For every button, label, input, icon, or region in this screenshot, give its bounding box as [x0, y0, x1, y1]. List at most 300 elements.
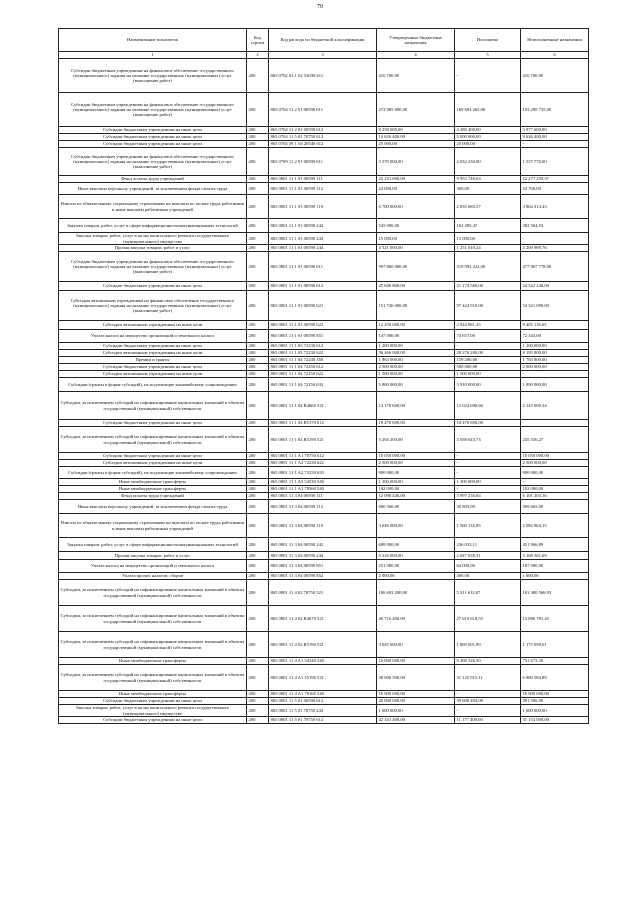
row-budget-code: 865 0801 11 1 04 72240 350	[269, 357, 377, 364]
row-name: Субсидии бюджетным учреждениям на финансовое обеспечение государственного (муниципального) задания на оказание государственных (муниципальных) услуг (выполнение работ)	[59, 59, 247, 93]
table-row	[59, 392, 589, 420]
row-name: Субсидии бюджетным учреждениям на иные цели	[59, 141, 247, 148]
row-line-code: 200	[247, 665, 269, 691]
table-row	[59, 538, 589, 552]
row-line-code: 200	[247, 691, 269, 698]
row-line-code: 200	[247, 371, 269, 378]
row-line-code: 200	[247, 493, 269, 500]
col-number: 2	[247, 52, 269, 59]
row-budget-code: 865 0801 11 1 03 72230 612	[269, 343, 377, 350]
row-name: Закупка товаров, работ, услуг в целях капитального ремонта государственного (муниципального) имущества	[59, 705, 247, 717]
row-executed: 28 270 200,00	[455, 350, 521, 357]
row-remaining: 23 700,00	[521, 183, 589, 195]
row-name: Субсидии бюджетным учреждениям на финансовое обеспечение государственного (муниципального) задания на оказание государственных (муниципальных) услуг (выполнение работ)	[59, 93, 247, 127]
row-budget-code: 865 0801 11 1 04 72250 622	[269, 371, 377, 378]
row-remaining: -	[521, 371, 589, 378]
row-line-code: 200	[247, 357, 269, 364]
row-line-code: 200	[247, 378, 269, 392]
row-executed: 2 844 881,35	[455, 321, 521, 330]
row-executed: 162 495,47	[455, 219, 521, 233]
row-line-code: 200	[247, 93, 269, 127]
row-name: Взносы по обязательному социальному страхованию на выплаты по оплате труда работников и иные выплаты работникам учреждений	[59, 514, 247, 538]
row-approved: 2 500 000,00	[377, 364, 455, 371]
row-remaining: 1 600,00	[521, 573, 589, 580]
row-approved: 900 000,00	[377, 467, 455, 479]
row-name: Субсидии (гранты в форме субсидий), не подлежащие казначейскому сопровождению	[59, 467, 247, 479]
row-remaining: 72 343,00	[521, 330, 589, 343]
table-body	[59, 59, 589, 724]
row-budget-code: 865 0704 39 1 04 20540 612	[269, 141, 377, 148]
row-approved: 5 800 000,00	[377, 378, 455, 392]
table-row	[59, 514, 589, 538]
table-row	[59, 141, 589, 148]
table-row	[59, 453, 589, 460]
row-approved: 18 470 600,00	[377, 420, 455, 427]
row-executed: 400,00	[455, 573, 521, 580]
row-line-code: 200	[247, 717, 269, 724]
row-budget-code: 865 0801 11 1 01 00590 612	[269, 282, 377, 291]
row-line-code: 200	[247, 560, 269, 573]
row-name: Субсидии бюджетным учреждениям на иные цели	[59, 134, 247, 141]
row-line-code: 200	[247, 698, 269, 705]
row-executed: -	[455, 453, 521, 460]
row-budget-code: 865 0801 11 1 01 00590 119	[269, 195, 377, 219]
row-budget-code: 865 0801 11 4 A1 78160 540	[269, 691, 377, 698]
row-name: Иные межбюджетные трансферты	[59, 486, 247, 493]
row-approved: 15 000,00	[377, 233, 455, 245]
row-executed: 2 835 685,57	[455, 195, 521, 219]
table-row	[59, 705, 589, 717]
table-row	[59, 486, 589, 493]
row-remaining: 382 504,53	[521, 219, 589, 233]
row-executed: 2 032 230,00	[455, 148, 521, 176]
row-name: Иные выплаты персоналу учреждений, за исключением фонда оплаты труда	[59, 500, 247, 514]
row-budget-code: 865 0801 11 5 01 00590 612	[269, 698, 377, 705]
row-approved: 36 466 000,00	[377, 350, 455, 357]
row-executed: 1 251 010,24	[455, 245, 521, 252]
row-remaining: 9 626 400,00	[521, 134, 589, 141]
row-executed: 5 000 000,00	[455, 134, 521, 141]
row-approved: 38 006 500,00	[377, 665, 455, 691]
col-number: 6	[521, 52, 589, 59]
row-name: Субсидии бюджетным учреждениям на иные цели	[59, 717, 247, 724]
row-approved: 5 216 000,00	[377, 552, 455, 560]
table-row	[59, 245, 589, 252]
row-approved: 42 331 400,00	[377, 717, 455, 724]
row-name: Субсидии, за исключением субсидий на софинансирование капитальных вложений в объекты государственной (муниципальной) собственности	[59, 665, 247, 691]
row-remaining: 12 277 259,37	[521, 176, 589, 183]
row-executed: -	[455, 343, 521, 350]
row-executed: 64 000,00	[455, 560, 521, 573]
column-number-row	[59, 52, 589, 59]
row-name: Иные межбюджетные трансферты	[59, 658, 247, 665]
row-executed: 1 869 601,99	[455, 632, 521, 658]
row-line-code: 200	[247, 141, 269, 148]
row-name: Субсидии автономным учреждениям на иные цели	[59, 321, 247, 330]
row-approved: 14 626 400,00	[377, 134, 455, 141]
row-budget-code: 865 0801 11 1 01 00590 112	[269, 183, 377, 195]
row-name: Прочая закупка товаров, работ и услуг	[59, 552, 247, 560]
row-line-code: 200	[247, 176, 269, 183]
row-executed: 9 268 326,50	[455, 658, 521, 665]
row-executed: 169 694 265,00	[455, 93, 521, 127]
row-name: Субсидии бюджетным учреждениям на иные цели	[59, 453, 247, 460]
row-approved: 4 521 000,00	[377, 245, 455, 252]
row-executed: 25 000,00	[455, 141, 521, 148]
row-executed: -	[455, 705, 521, 717]
row-approved: 45 696 800,00	[377, 282, 455, 291]
row-name: Субсидии бюджетным учреждениям на финансовое обеспечение государственного (муниципального) задания на оказание государственных (муниципальных) услуг (выполнение работ)	[59, 252, 247, 282]
row-approved: 22 231 000,00	[377, 176, 455, 183]
row-remaining: 2 145 909,34	[521, 392, 589, 420]
row-approved: 1 500 000,00	[377, 371, 455, 378]
row-budget-code: 865 0801 11 1 A3 78560 540	[269, 486, 377, 493]
table-row	[59, 560, 589, 573]
row-line-code: 200	[247, 282, 269, 291]
table-row	[59, 467, 589, 479]
col-number: 3	[269, 52, 377, 59]
row-executed: 31 125 915,11	[455, 665, 521, 691]
row-executed: 519 992 222,00	[455, 252, 521, 282]
row-budget-code: 865 0801 11 3 04 00590 112	[269, 500, 377, 514]
row-name: Закупка товаров, работ, услуг в сфере информационно-коммуникационных технологий	[59, 538, 247, 552]
row-remaining: 187 000,00	[521, 560, 589, 573]
page-number: 70	[317, 4, 323, 10]
row-executed: 1 300 000,00	[455, 479, 521, 486]
header-indicator-name: Наименование показателя	[59, 29, 247, 52]
row-remaining: 235 556,27	[521, 427, 589, 453]
row-remaining: 24 522 240,00	[521, 282, 589, 291]
row-approved: 2 500 000,00	[377, 460, 455, 467]
table-row	[59, 493, 589, 500]
row-line-code: 200	[247, 343, 269, 350]
row-name: Субсидии бюджетным учреждениям на иные цели	[59, 420, 247, 427]
row-line-code: 200	[247, 127, 269, 134]
table-row	[59, 632, 589, 658]
row-budget-code: 865 0801 11 1 01 00590 622	[269, 321, 377, 330]
row-name: Субсидии автономным учреждениям на иные цели	[59, 460, 247, 467]
row-remaining: 3 269 989,76	[521, 245, 589, 252]
row-line-code: 200	[247, 427, 269, 453]
row-remaining: 731 673,50	[521, 658, 589, 665]
row-budget-code: 865 0801 11 3 04 00590 852	[269, 573, 377, 580]
row-name: Субсидии автономным учреждениям на иные цели	[59, 371, 247, 378]
row-executed: 97 424 910,00	[455, 291, 521, 321]
row-remaining: 181 380 566,93	[521, 580, 589, 606]
row-budget-code: 865 0801 11 1 04 72250 633	[269, 378, 377, 392]
row-budget-code: 865 0704 11 2 01 00590 612	[269, 127, 377, 134]
row-remaining: -	[521, 141, 589, 148]
row-name: Иные межбюджетные трансферты	[59, 691, 247, 698]
table-row	[59, 350, 589, 357]
row-executed: 1 500 000,00	[455, 371, 521, 378]
row-executed: 27 619 618,55	[455, 606, 521, 632]
table-row	[59, 134, 589, 141]
row-approved: 6 700 000,00	[377, 195, 455, 219]
row-approved: 997 860 000,00	[377, 252, 455, 282]
row-line-code: 200	[247, 606, 269, 632]
row-executed: 300,00	[455, 183, 521, 195]
row-line-code: 200	[247, 195, 269, 219]
row-budget-code: 865 0709 11 2 01 00590 611	[269, 148, 377, 176]
row-approved: 545 000,00	[377, 219, 455, 233]
row-budget-code: 865 0801 11 4 A1 55190 521	[269, 665, 377, 691]
budget-execution-table	[58, 28, 589, 724]
table-row	[59, 378, 589, 392]
table-row	[59, 364, 589, 371]
row-line-code: 200	[247, 59, 269, 93]
table-row	[59, 479, 589, 486]
table-row	[59, 500, 589, 514]
row-name: Закупка товаров, работ, услуг в целях капитального ремонта государственного (муниципального) имущества	[59, 233, 247, 245]
col-number: 1	[59, 52, 247, 59]
row-executed: -	[455, 486, 521, 493]
row-name: Субсидии, за исключением субсидий на софинансирование капитальных вложений в объекты государственной (муниципальной) собственности	[59, 427, 247, 453]
row-name: Субсидии, за исключением субсидий на софинансирование капитальных вложений в объекты государственной (муниципальной) собственности	[59, 392, 247, 420]
header-line-code: Код строки	[247, 29, 269, 52]
row-line-code: 200	[247, 291, 269, 321]
row-approved: 40 716 400,00	[377, 606, 455, 632]
row-executed: 15 000,00	[455, 233, 521, 245]
table-row	[59, 552, 589, 560]
row-line-code: 200	[247, 252, 269, 282]
row-remaining: 8 195 800,00	[521, 350, 589, 357]
row-line-code: 200	[247, 705, 269, 717]
row-line-code: 200	[247, 233, 269, 245]
row-line-code: 200	[247, 350, 269, 357]
row-approved: 147 000,00	[377, 330, 455, 343]
row-name: Субсидии, за исключением субсидий на софинансирование капитальных вложений в объекты государственной (муниципальной) собственности	[59, 606, 247, 632]
row-name: Уплата прочих налогов, сборов	[59, 573, 247, 580]
row-remaining: 416 700,00	[521, 59, 589, 93]
row-line-code: 200	[247, 219, 269, 233]
table-row	[59, 176, 589, 183]
row-name: Субсидии автономным учреждениям на финансовое обеспечение государственного (муниципального) задания на оказание государственных (муниципальных) услуг (выполнение работ)	[59, 291, 247, 321]
row-approved: 12 250 000,00	[377, 321, 455, 330]
table-row	[59, 665, 589, 691]
row-budget-code: 865 0801 11 1 A2 72230 622	[269, 460, 377, 467]
row-approved: 2 000,00	[377, 573, 455, 580]
table-row	[59, 427, 589, 453]
row-budget-code: 865 0801 11 3 04 00590 244	[269, 552, 377, 560]
table-row	[59, 580, 589, 606]
row-name: Субсидии бюджетным учреждениям на финансовое обеспечение государственного (муниципального) задания на оказание государственных (муниципальных) услуг (выполнение работ)	[59, 148, 247, 176]
row-name: Фонд оплаты труда учреждений	[59, 493, 247, 500]
row-line-code: 200	[247, 392, 269, 420]
row-executed: -	[455, 460, 521, 467]
table-row	[59, 183, 589, 195]
row-name: Закупка товаров, работ, услуг в сфере информационно-коммуникационных технологий	[59, 219, 247, 233]
row-executed: 3 058 643,73	[455, 427, 521, 453]
row-approved: 186 692 200,00	[377, 580, 455, 606]
row-budget-code: 865 0801 11 1 01 00590 611	[269, 252, 377, 282]
row-executed: 5 997 236,84	[455, 493, 521, 500]
row-remaining: 1 000 000,00	[521, 705, 589, 717]
row-remaining: -	[521, 420, 589, 427]
row-name: Субсидии бюджетным учреждениям на иные цели	[59, 364, 247, 371]
row-executed: 74 657,00	[455, 330, 521, 343]
table-row	[59, 343, 589, 350]
row-name: Субсидии бюджетным учреждениям на иные цели	[59, 343, 247, 350]
row-approved: 12 098 446,00	[377, 493, 455, 500]
row-line-code: 200	[247, 321, 269, 330]
table-row	[59, 357, 589, 364]
row-name: Субсидии автономным учреждениям на иные цели	[59, 350, 247, 357]
table-row	[59, 573, 589, 580]
row-budget-code: 865 0801 11 5 01 70750 612	[269, 717, 377, 724]
table-row	[59, 717, 589, 724]
header-approved: Утвержденные бюджетные назначения	[377, 29, 455, 52]
row-budget-code: 865 0801 11 1 04 R5190 521	[269, 427, 377, 453]
row-executed: 3 910 000,00	[455, 378, 521, 392]
row-approved: 10 050 000,00	[377, 453, 455, 460]
table-row	[59, 127, 589, 134]
header-remaining: Неисполненные назначения	[521, 29, 589, 52]
row-name: Субсидии, за исключением субсидий на софинансирование капитальных вложений в объекты государственной (муниципальной) собственности	[59, 632, 247, 658]
row-approved: 3 649 000,00	[377, 514, 455, 538]
row-line-code: 200	[247, 245, 269, 252]
row-name: Иные выплаты персоналу учреждений, за исключением фонда оплаты труда	[59, 183, 247, 195]
row-approved: 25 000,00	[377, 141, 455, 148]
row-executed: 500 000,00	[455, 364, 521, 371]
row-budget-code: 865 0801 11 1 04 R4660 521	[269, 392, 377, 420]
row-remaining: 1 537 770,00	[521, 148, 589, 176]
row-remaining: 102 000,00	[521, 486, 589, 493]
row-approved: 10 000 000,00	[377, 691, 455, 698]
row-executed: 21 174 560,00	[455, 282, 521, 291]
row-name: Субсидии бюджетным учреждениям на иные цели	[59, 127, 247, 134]
row-remaining: 3 168 361,69	[521, 552, 589, 560]
row-line-code: 200	[247, 514, 269, 538]
row-remaining: 6 101 203,16	[521, 493, 589, 500]
row-budget-code: 865 0801 11 1 A1 70750 612	[269, 453, 377, 460]
header-executed: Исполнено	[455, 29, 521, 52]
row-executed: -	[455, 467, 521, 479]
row-executed: 4 280 400,00	[455, 127, 521, 134]
row-line-code: 200	[247, 467, 269, 479]
row-approved: 600 560,00	[377, 500, 455, 514]
row-line-code: 200	[247, 420, 269, 427]
row-budget-code: 865 0801 11 1 01 00590 242	[269, 219, 377, 233]
row-remaining: 477 867 778,00	[521, 252, 589, 282]
row-name: Уплата налога на имущество организаций и земельного налога	[59, 330, 247, 343]
row-budget-code: 865 0801 11 1 01 00590 111	[269, 176, 377, 183]
row-approved: 8 258 000,00	[377, 127, 455, 134]
row-name: Субсидии (гранты в форме субсидий), не подлежащие казначейскому сопровождению	[59, 378, 247, 392]
row-executed: 12 024 690,66	[455, 392, 521, 420]
row-line-code: 200	[247, 580, 269, 606]
row-line-code: 200	[247, 183, 269, 195]
row-executed: 11 177 400,00	[455, 717, 521, 724]
row-line-code: 200	[247, 573, 269, 580]
table-row	[59, 698, 589, 705]
col-number: 4	[377, 52, 455, 59]
table-row	[59, 93, 589, 127]
row-executed: 159 200,00	[455, 357, 521, 364]
row-executed: 9 953 740,63	[455, 176, 521, 183]
row-budget-code: 865 0801 11 4 A1 54540 540	[269, 658, 377, 665]
row-executed: 2 047 638,31	[455, 552, 521, 560]
row-budget-code: 865 0801 11 1 04 R5170 612	[269, 420, 377, 427]
row-approved: 24 000,00	[377, 183, 455, 195]
row-remaining: 103 290 735,00	[521, 93, 589, 127]
header-budget-code: Код расхода по бюджетной классификации	[269, 29, 377, 52]
row-remaining: 31 154 000,00	[521, 717, 589, 724]
table-row	[59, 282, 589, 291]
row-remaining: -	[521, 233, 589, 245]
row-budget-code: 865 0801 11 3 04 00590 851	[269, 560, 377, 573]
table-row	[59, 420, 589, 427]
row-approved: 40 000 000,00	[377, 698, 455, 705]
row-remaining: 451 966,89	[521, 538, 589, 552]
row-approved: 1 300 000,00	[377, 479, 455, 486]
row-name: Прочая закупка товаров, работ и услуг	[59, 245, 247, 252]
row-line-code: 200	[247, 632, 269, 658]
row-remaining: 391 506,00	[521, 698, 589, 705]
row-approved: 151 746 000,00	[377, 291, 455, 321]
row-budget-code: 865 0801 11 4 02 78750 521	[269, 580, 377, 606]
row-line-code: 200	[247, 148, 269, 176]
table-row	[59, 658, 589, 665]
table-row	[59, 321, 589, 330]
row-approved: 1 200 000,00	[377, 343, 455, 350]
row-name: Субсидии, за исключением субсидий на софинансирование капитальных вложений в объекты государственной (муниципальной) собственности	[59, 580, 247, 606]
row-remaining: 2 500 000,00	[521, 460, 589, 467]
row-remaining: 1 175 998,01	[521, 632, 589, 658]
row-remaining: 1 890 000,00	[521, 378, 589, 392]
row-executed: 5 311 633,07	[455, 580, 521, 606]
row-remaining: 3 864 314,43	[521, 195, 589, 219]
row-executed: 39 608 494,00	[455, 698, 521, 705]
table-row	[59, 691, 589, 698]
row-budget-code: 865 0704 11 2 01 00590 611	[269, 93, 377, 127]
row-remaining: 1 200 000,00	[521, 343, 589, 350]
row-budget-code: 865 0801 11 5 01 70750 243	[269, 705, 377, 717]
row-budget-code: 865 0801 11 1 03 72230 622	[269, 350, 377, 357]
row-budget-code: 865 0704 11 5 01 70750 612	[269, 134, 377, 141]
row-executed: 236 033,11	[455, 538, 521, 552]
row-line-code: 200	[247, 658, 269, 665]
row-approved: 3 294 200,00	[377, 427, 455, 453]
row-name: Субсидии бюджетным учреждениям на иные цели	[59, 282, 247, 291]
row-line-code: 200	[247, 330, 269, 343]
row-remaining: 9 405 118,65	[521, 321, 589, 330]
row-remaining: 2 000 000,00	[521, 364, 589, 371]
row-approved: 10 000 000,00	[377, 658, 455, 665]
row-executed: -	[455, 691, 521, 698]
col-number: 5	[455, 52, 521, 59]
row-remaining: 10 000 000,00	[521, 691, 589, 698]
row-remaining: 1 703 800,00	[521, 357, 589, 364]
row-budget-code: 865 0801 11 3 04 00590 119	[269, 514, 377, 538]
row-line-code: 200	[247, 134, 269, 141]
table-row	[59, 606, 589, 632]
row-approved: 102 000,00	[377, 486, 455, 493]
row-remaining: 6 880 584,89	[521, 665, 589, 691]
row-line-code: 200	[247, 364, 269, 371]
row-name: Фонд оплаты труда учреждений	[59, 176, 247, 183]
row-remaining: 10 050 000,00	[521, 453, 589, 460]
row-approved: 14 170 600,00	[377, 392, 455, 420]
row-approved: 3 570 000,00	[377, 148, 455, 176]
row-budget-code: 865 0801 11 1 01 00590 243	[269, 233, 377, 245]
row-line-code: 200	[247, 500, 269, 514]
table-row	[59, 371, 589, 378]
row-remaining: 3 977 600,00	[521, 127, 589, 134]
row-remaining: 900 000,00	[521, 467, 589, 479]
row-name: Уплата налога на имущество организаций и земельного налога	[59, 560, 247, 573]
row-line-code: 200	[247, 460, 269, 467]
